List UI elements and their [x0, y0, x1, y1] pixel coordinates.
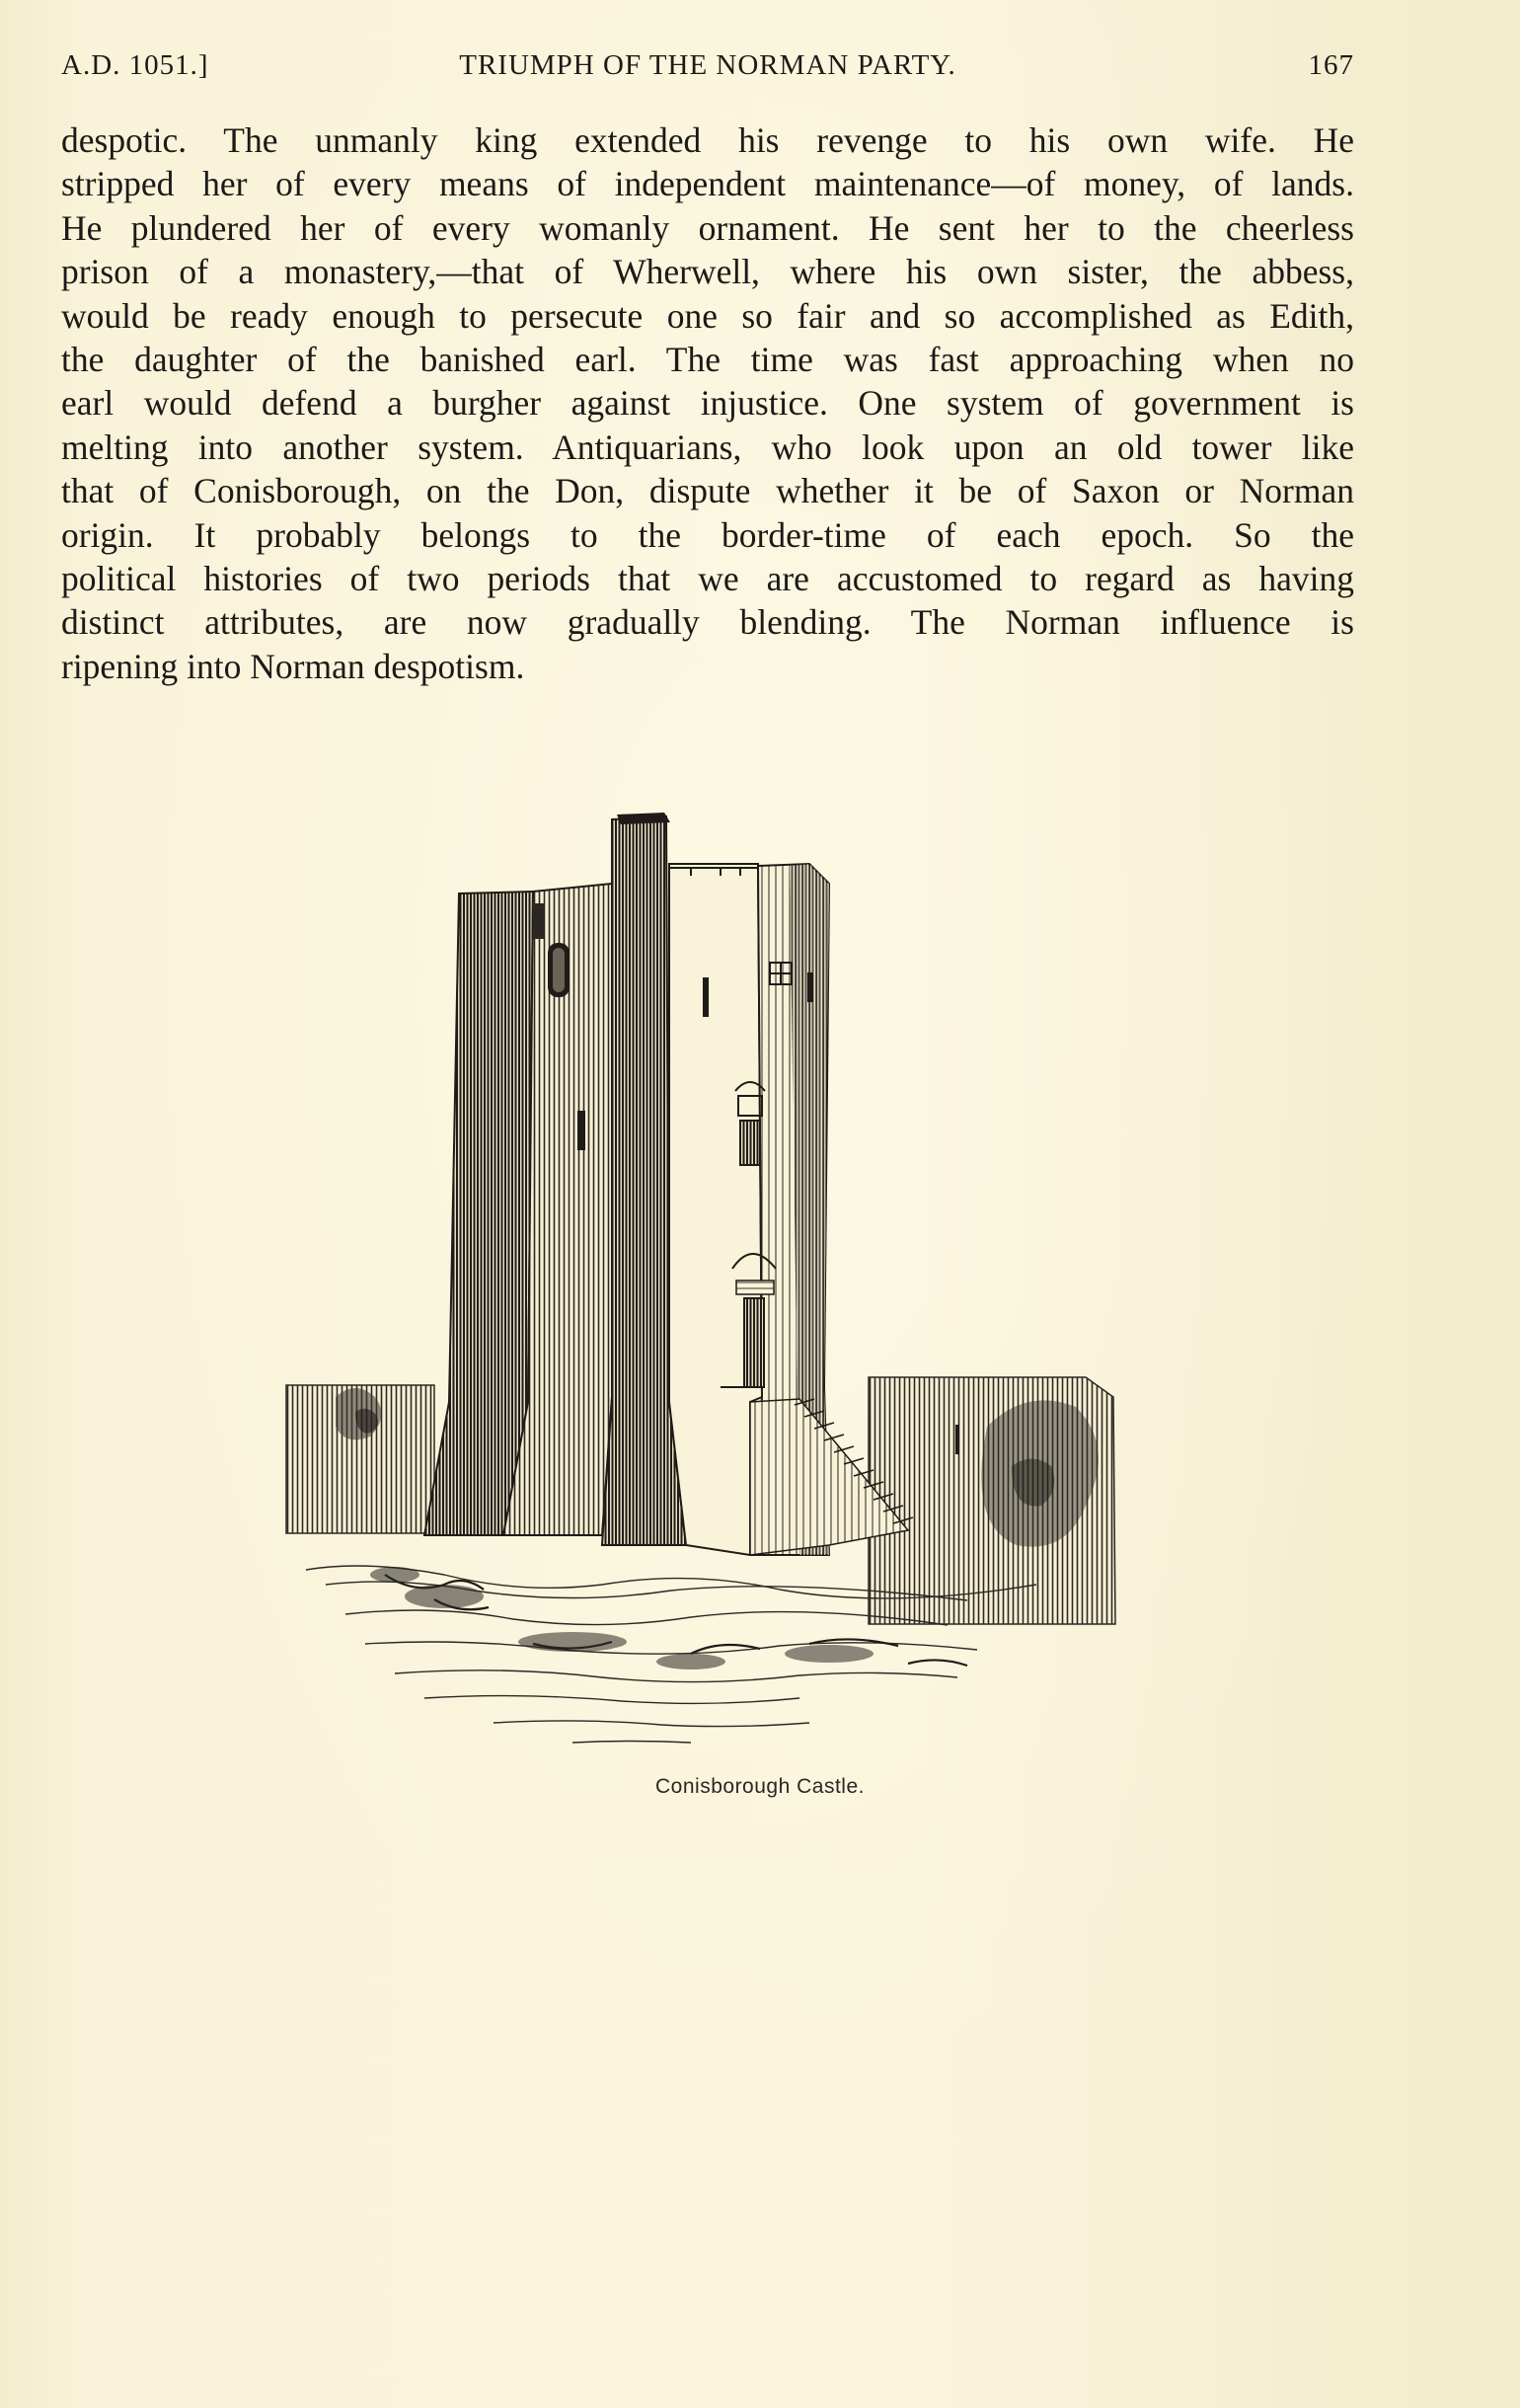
chapter-title: TRIUMPH OF THE NORMAN PARTY. — [459, 49, 956, 81]
body-line: the daughter of the banished earl. The time was fast approaching when no — [61, 339, 1354, 379]
page-number: 167 — [1308, 49, 1354, 81]
figure-caption: Conisborough Castle. — [655, 1775, 865, 1798]
castle-keep — [424, 813, 913, 1555]
left-wall — [286, 1385, 434, 1533]
body-line: ripening into Norman despotism. — [61, 646, 525, 686]
right-wall — [869, 1377, 1115, 1624]
body-line: prison of a monastery,—that of Wherwell, where his own sister, the abbess, — [61, 252, 1354, 292]
body-line: that of Conisborough, on the Don, dispute whether it be of Saxon or Norman — [61, 471, 1354, 511]
body-line: would be ready enough to persecute one so fair and so accomplished as Edith, — [61, 295, 1354, 336]
body-line: stripped her of every means of independent maintenance—of money, of lands. — [61, 164, 1354, 204]
body-line: despotic. The unmanly king extended his revenge to his own wife. He — [61, 120, 1354, 160]
body-text — [61, 118, 1354, 688]
body-line: earl would defend a burgher against injustice. One system of government is — [61, 383, 1354, 424]
body-line: origin. It probably belongs to the border-time of each epoch. So the — [61, 514, 1354, 555]
body-line: distinct attributes, are now gradually blending. The Norman influence is — [61, 602, 1354, 643]
body-line: He plundered her of every womanly ornament. He sent her to the cheerless — [61, 207, 1354, 248]
date-marker: A.D. 1051.] — [61, 49, 209, 81]
body-line: melting into another system. Antiquarians, who look upon an old tower like — [61, 427, 1354, 467]
castle-engraving — [276, 795, 1125, 1752]
body-line: political histories of two periods that we are accustomed to regard as having — [61, 558, 1354, 598]
running-head — [61, 49, 1354, 89]
